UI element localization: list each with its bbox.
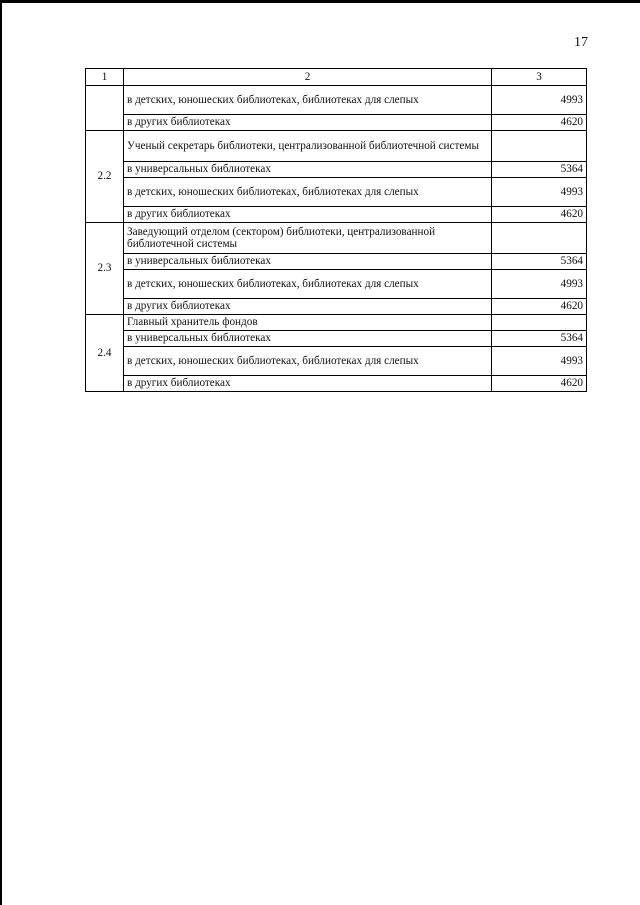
table-row — [86, 331, 587, 347]
row-value: 4993 — [492, 178, 587, 207]
header-col-1: 1 — [86, 69, 124, 86]
row-value: 4620 — [492, 115, 587, 131]
row-label: в универсальных библиотеках — [124, 331, 492, 347]
row-label: в универсальных библиотеках — [124, 254, 492, 270]
salary-table — [85, 68, 587, 392]
row-title: Главный хранитель фондов — [124, 315, 492, 331]
table-row — [86, 131, 587, 162]
row-number — [86, 86, 124, 131]
header-col-2: 2 — [124, 69, 492, 86]
row-label: в других библиотеках — [124, 115, 492, 131]
row-value: 4620 — [492, 207, 587, 223]
row-value-empty — [492, 131, 587, 162]
table-header-row — [86, 69, 587, 86]
row-value-empty — [492, 315, 587, 331]
header-col-3: 3 — [492, 69, 587, 86]
scan-border-top — [0, 0, 640, 3]
page-number: 17 — [574, 35, 588, 50]
table-row — [86, 254, 587, 270]
row-number: 2.4 — [86, 315, 124, 392]
row-label: в детских, юношеских библиотеках, библиотеках для слепых — [124, 347, 492, 376]
row-value: 5364 — [492, 254, 587, 270]
table-row — [86, 299, 587, 315]
table-row — [86, 207, 587, 223]
table-row — [86, 347, 587, 376]
row-value: 5364 — [492, 162, 587, 178]
row-value-empty — [492, 223, 587, 254]
table-row — [86, 162, 587, 178]
row-label: в детских, юношеских библиотеках, библиотеках для слепых — [124, 178, 492, 207]
row-value: 4993 — [492, 270, 587, 299]
row-label: в других библиотеках — [124, 207, 492, 223]
table-row — [86, 178, 587, 207]
row-label: в детских, юношеских библиотеках, библиотеках для слепых — [124, 270, 492, 299]
table-row — [86, 376, 587, 392]
row-label: в универсальных библиотеках — [124, 162, 492, 178]
table-row — [86, 270, 587, 299]
table-row — [86, 315, 587, 331]
row-value: 4620 — [492, 299, 587, 315]
table-row — [86, 223, 587, 254]
row-value: 4993 — [492, 347, 587, 376]
row-number: 2.2 — [86, 131, 124, 223]
scan-border-left — [0, 0, 2, 905]
table-row — [86, 86, 587, 115]
row-value: 4620 — [492, 376, 587, 392]
row-title: Ученый секретарь библиотеки, централизованной библиотечной системы — [124, 131, 492, 162]
row-label: в детских, юношеских библиотеках, библиотеках для слепых — [124, 86, 492, 115]
row-label: в других библиотеках — [124, 299, 492, 315]
row-value: 5364 — [492, 331, 587, 347]
row-title: Заведующий отделом (сектором) библиотеки, централизованной библиотечной системы — [124, 223, 492, 254]
table-row — [86, 115, 587, 131]
row-label: в других библиотеках — [124, 376, 492, 392]
row-number: 2.3 — [86, 223, 124, 315]
row-value: 4993 — [492, 86, 587, 115]
